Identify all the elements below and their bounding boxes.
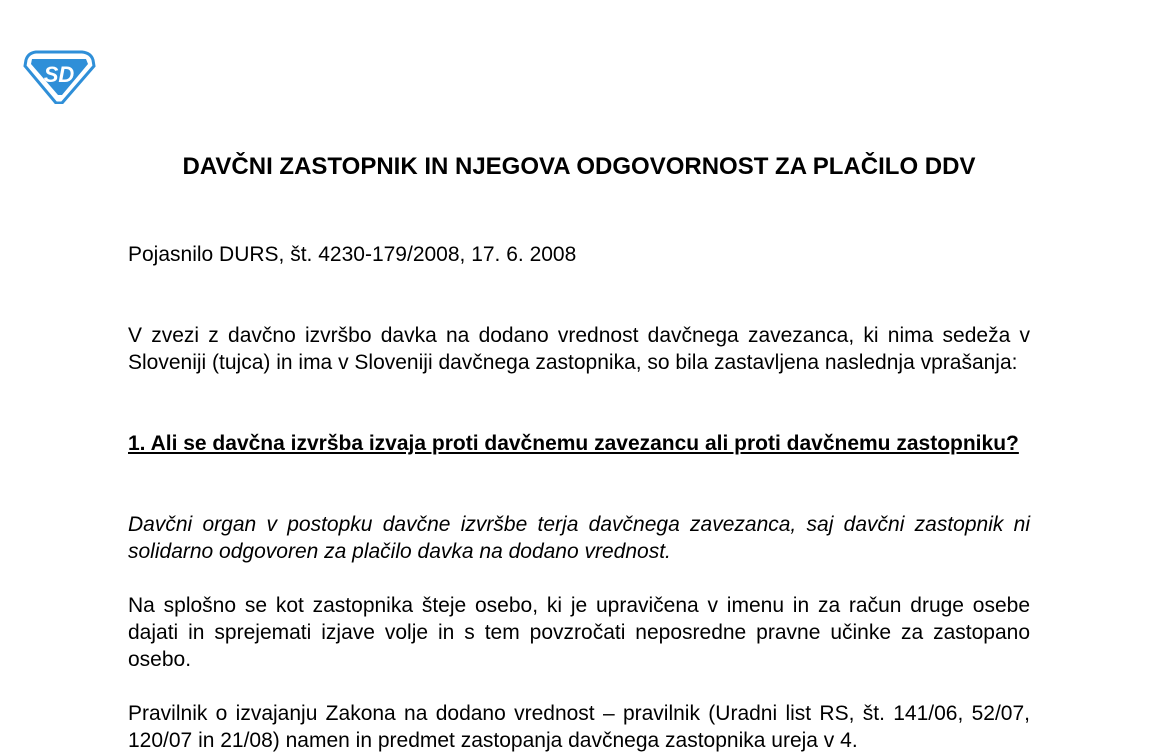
question-heading: 1. Ali se davčna izvršba izvaja proti davčnemu zavezancu ali proti davčnemu zastopniku? xyxy=(128,432,1019,455)
logo-text: SD xyxy=(43,62,75,87)
document-title: DAVČNI ZASTOPNIK IN NJEGOVA ODGOVORNOST ZA PLAČILO DDV xyxy=(182,153,976,180)
intro-paragraph: V zvezi z davčno izvršbo davka na dodano vrednost davčnega zavezanca, ki nima sedeža v Sloveniji (tujca) in ima v Sloveniji davčnega zastopnika, so bila zastavljena naslednja vprašanja: xyxy=(128,324,1030,374)
company-logo xyxy=(22,50,96,104)
answer-paragraph: Davčni organ v postopku davčne izvršbe terja davčnega zavezanca, saj davčni zastopnik ni solidarno odgovoren za plačilo davka na dodano vrednost. xyxy=(128,513,1030,563)
document-source: Pojasnilo DURS, št. 4230-179/2008, 17. 6. 2008 xyxy=(128,243,577,266)
rules-paragraph: Pravilnik o izvajanju Zakona na dodano vrednost – pravilnik (Uradni list RS, št. 141/06, 52/07, 120/07 in 21/08) namen in predmet zastopanja davčnega zastopnika ureja v 4. xyxy=(128,702,1030,752)
general-paragraph: Na splošno se kot zastopnika šteje osebo, ki je upravičena v imenu in za račun druge osebe dajati in sprejemati izjave volje in s tem povzročati neposredne pravne učinke za zastopano osebo. xyxy=(128,594,1030,671)
